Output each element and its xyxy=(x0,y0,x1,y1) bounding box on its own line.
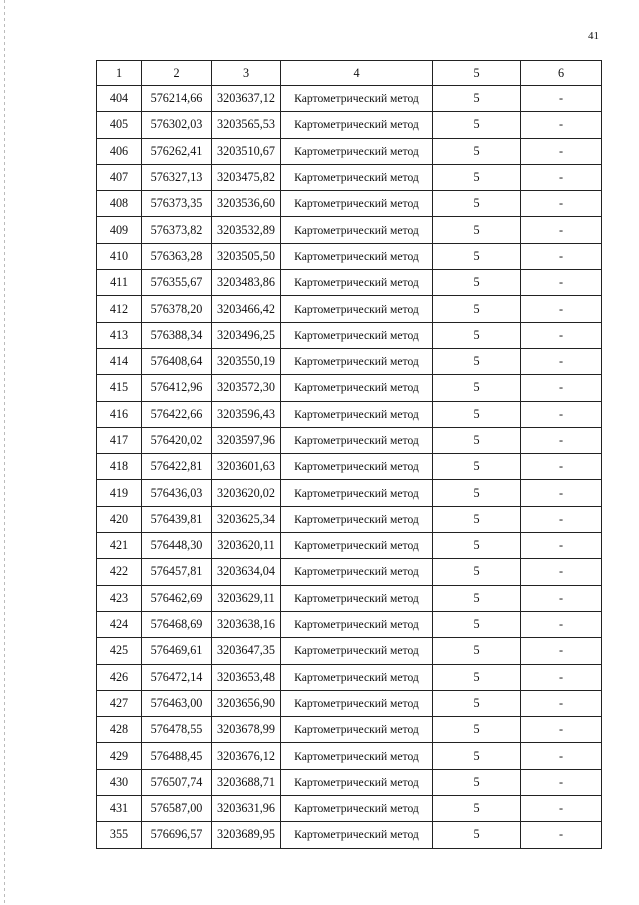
method-cell: Картометрический метод xyxy=(281,743,433,769)
table-row xyxy=(97,533,602,559)
method-cell: Картометрический метод xyxy=(281,138,433,164)
point-number-cell: 430 xyxy=(97,769,142,795)
method-cell: Картометрический метод xyxy=(281,217,433,243)
method-cell: Картометрический метод xyxy=(281,86,433,112)
note-cell: - xyxy=(521,243,602,269)
accuracy-cell: 5 xyxy=(433,611,521,637)
note-cell: - xyxy=(521,296,602,322)
accuracy-cell: 5 xyxy=(433,322,521,348)
note-cell: - xyxy=(521,743,602,769)
note-cell: - xyxy=(521,191,602,217)
point-number-cell: 415 xyxy=(97,375,142,401)
y-coordinate-cell: 3203638,16 xyxy=(212,611,281,637)
table-row xyxy=(97,717,602,743)
point-number-cell: 408 xyxy=(97,191,142,217)
accuracy-cell: 5 xyxy=(433,454,521,480)
x-coordinate-cell: 576463,00 xyxy=(142,690,212,716)
method-cell: Картометрический метод xyxy=(281,191,433,217)
point-number-cell: 410 xyxy=(97,243,142,269)
x-coordinate-cell: 576439,81 xyxy=(142,506,212,532)
y-coordinate-cell: 3203620,11 xyxy=(212,533,281,559)
point-number-cell: 409 xyxy=(97,217,142,243)
point-number-cell: 423 xyxy=(97,585,142,611)
table-row xyxy=(97,506,602,532)
column-header-6: 6 xyxy=(521,61,602,86)
note-cell: - xyxy=(521,796,602,822)
note-cell: - xyxy=(521,717,602,743)
y-coordinate-cell: 3203475,82 xyxy=(212,164,281,190)
y-coordinate-cell: 3203647,35 xyxy=(212,638,281,664)
column-header-1: 1 xyxy=(97,61,142,86)
x-coordinate-cell: 576378,20 xyxy=(142,296,212,322)
note-cell: - xyxy=(521,506,602,532)
x-coordinate-cell: 576327,13 xyxy=(142,164,212,190)
point-number-cell: 431 xyxy=(97,796,142,822)
note-cell: - xyxy=(521,611,602,637)
y-coordinate-cell: 3203631,96 xyxy=(212,796,281,822)
table-row xyxy=(97,243,602,269)
x-coordinate-cell: 576355,67 xyxy=(142,270,212,296)
x-coordinate-cell: 576262,41 xyxy=(142,138,212,164)
column-header-3: 3 xyxy=(212,61,281,86)
x-coordinate-cell: 576363,28 xyxy=(142,243,212,269)
point-number-cell: 405 xyxy=(97,112,142,138)
accuracy-cell: 5 xyxy=(433,638,521,664)
x-coordinate-cell: 576462,69 xyxy=(142,585,212,611)
note-cell: - xyxy=(521,822,602,848)
note-cell: - xyxy=(521,401,602,427)
y-coordinate-cell: 3203466,42 xyxy=(212,296,281,322)
x-coordinate-cell: 576468,69 xyxy=(142,611,212,637)
y-coordinate-cell: 3203629,11 xyxy=(212,585,281,611)
table-row xyxy=(97,296,602,322)
method-cell: Картометрический метод xyxy=(281,611,433,637)
method-cell: Картометрический метод xyxy=(281,533,433,559)
method-cell: Картометрический метод xyxy=(281,375,433,401)
method-cell: Картометрический метод xyxy=(281,270,433,296)
y-coordinate-cell: 3203634,04 xyxy=(212,559,281,585)
x-coordinate-cell: 576457,81 xyxy=(142,559,212,585)
point-number-cell: 427 xyxy=(97,690,142,716)
accuracy-cell: 5 xyxy=(433,427,521,453)
accuracy-cell: 5 xyxy=(433,348,521,374)
accuracy-cell: 5 xyxy=(433,86,521,112)
point-number-cell: 429 xyxy=(97,743,142,769)
table-row xyxy=(97,191,602,217)
y-coordinate-cell: 3203550,19 xyxy=(212,348,281,374)
table-row xyxy=(97,322,602,348)
y-coordinate-cell: 3203601,63 xyxy=(212,454,281,480)
accuracy-cell: 5 xyxy=(433,191,521,217)
x-coordinate-cell: 576478,55 xyxy=(142,717,212,743)
table-row xyxy=(97,664,602,690)
column-header-4: 4 xyxy=(281,61,433,86)
note-cell: - xyxy=(521,533,602,559)
method-cell: Картометрический метод xyxy=(281,506,433,532)
y-coordinate-cell: 3203596,43 xyxy=(212,401,281,427)
table-row xyxy=(97,769,602,795)
note-cell: - xyxy=(521,138,602,164)
y-coordinate-cell: 3203676,12 xyxy=(212,743,281,769)
accuracy-cell: 5 xyxy=(433,769,521,795)
x-coordinate-cell: 576302,03 xyxy=(142,112,212,138)
point-number-cell: 422 xyxy=(97,559,142,585)
y-coordinate-cell: 3203637,12 xyxy=(212,86,281,112)
page-number: 41 xyxy=(588,30,599,42)
table-row xyxy=(97,796,602,822)
point-number-cell: 404 xyxy=(97,86,142,112)
accuracy-cell: 5 xyxy=(433,585,521,611)
accuracy-cell: 5 xyxy=(433,690,521,716)
method-cell: Картометрический метод xyxy=(281,401,433,427)
note-cell: - xyxy=(521,86,602,112)
y-coordinate-cell: 3203532,89 xyxy=(212,217,281,243)
note-cell: - xyxy=(521,769,602,795)
x-coordinate-cell: 576587,00 xyxy=(142,796,212,822)
accuracy-cell: 5 xyxy=(433,217,521,243)
y-coordinate-cell: 3203565,53 xyxy=(212,112,281,138)
accuracy-cell: 5 xyxy=(433,559,521,585)
method-cell: Картометрический метод xyxy=(281,454,433,480)
table-row xyxy=(97,480,602,506)
point-number-cell: 406 xyxy=(97,138,142,164)
x-coordinate-cell: 576373,35 xyxy=(142,191,212,217)
table-row xyxy=(97,86,602,112)
y-coordinate-cell: 3203536,60 xyxy=(212,191,281,217)
method-cell: Картометрический метод xyxy=(281,664,433,690)
note-cell: - xyxy=(521,690,602,716)
y-coordinate-cell: 3203689,95 xyxy=(212,822,281,848)
method-cell: Картометрический метод xyxy=(281,585,433,611)
point-number-cell: 420 xyxy=(97,506,142,532)
table-row xyxy=(97,638,602,664)
point-number-cell: 407 xyxy=(97,164,142,190)
y-coordinate-cell: 3203496,25 xyxy=(212,322,281,348)
x-coordinate-cell: 576488,45 xyxy=(142,743,212,769)
x-coordinate-cell: 576472,14 xyxy=(142,664,212,690)
table-row xyxy=(97,690,602,716)
method-cell: Картометрический метод xyxy=(281,796,433,822)
note-cell: - xyxy=(521,348,602,374)
table-row xyxy=(97,611,602,637)
table-row xyxy=(97,138,602,164)
method-cell: Картометрический метод xyxy=(281,243,433,269)
y-coordinate-cell: 3203678,99 xyxy=(212,717,281,743)
x-coordinate-cell: 576388,34 xyxy=(142,322,212,348)
method-cell: Картометрический метод xyxy=(281,690,433,716)
accuracy-cell: 5 xyxy=(433,480,521,506)
point-number-cell: 428 xyxy=(97,717,142,743)
x-coordinate-cell: 576412,96 xyxy=(142,375,212,401)
point-number-cell: 426 xyxy=(97,664,142,690)
accuracy-cell: 5 xyxy=(433,743,521,769)
method-cell: Картометрический метод xyxy=(281,769,433,795)
note-cell: - xyxy=(521,164,602,190)
point-number-cell: 411 xyxy=(97,270,142,296)
accuracy-cell: 5 xyxy=(433,164,521,190)
table-row xyxy=(97,112,602,138)
note-cell: - xyxy=(521,559,602,585)
y-coordinate-cell: 3203505,50 xyxy=(212,243,281,269)
point-number-cell: 414 xyxy=(97,348,142,374)
y-coordinate-cell: 3203510,67 xyxy=(212,138,281,164)
point-number-cell: 412 xyxy=(97,296,142,322)
note-cell: - xyxy=(521,585,602,611)
point-number-cell: 355 xyxy=(97,822,142,848)
note-cell: - xyxy=(521,480,602,506)
x-coordinate-cell: 576422,66 xyxy=(142,401,212,427)
method-cell: Картометрический метод xyxy=(281,164,433,190)
table-row xyxy=(97,164,602,190)
method-cell: Картометрический метод xyxy=(281,348,433,374)
accuracy-cell: 5 xyxy=(433,664,521,690)
point-number-cell: 413 xyxy=(97,322,142,348)
method-cell: Картометрический метод xyxy=(281,480,433,506)
coordinates-table xyxy=(96,60,602,849)
point-number-cell: 421 xyxy=(97,533,142,559)
x-coordinate-cell: 576214,66 xyxy=(142,86,212,112)
accuracy-cell: 5 xyxy=(433,270,521,296)
point-number-cell: 425 xyxy=(97,638,142,664)
method-cell: Картометрический метод xyxy=(281,296,433,322)
method-cell: Картометрический метод xyxy=(281,717,433,743)
note-cell: - xyxy=(521,112,602,138)
accuracy-cell: 5 xyxy=(433,243,521,269)
x-coordinate-cell: 576448,30 xyxy=(142,533,212,559)
note-cell: - xyxy=(521,375,602,401)
table-row xyxy=(97,217,602,243)
note-cell: - xyxy=(521,454,602,480)
method-cell: Картометрический метод xyxy=(281,822,433,848)
x-coordinate-cell: 576420,02 xyxy=(142,427,212,453)
method-cell: Картометрический метод xyxy=(281,322,433,348)
table-header-row xyxy=(97,61,602,86)
note-cell: - xyxy=(521,638,602,664)
x-coordinate-cell: 576436,03 xyxy=(142,480,212,506)
accuracy-cell: 5 xyxy=(433,796,521,822)
method-cell: Картометрический метод xyxy=(281,427,433,453)
table-row xyxy=(97,454,602,480)
y-coordinate-cell: 3203688,71 xyxy=(212,769,281,795)
x-coordinate-cell: 576469,61 xyxy=(142,638,212,664)
page-edge-line xyxy=(4,0,5,905)
method-cell: Картометрический метод xyxy=(281,559,433,585)
point-number-cell: 424 xyxy=(97,611,142,637)
accuracy-cell: 5 xyxy=(433,375,521,401)
note-cell: - xyxy=(521,217,602,243)
y-coordinate-cell: 3203597,96 xyxy=(212,427,281,453)
x-coordinate-cell: 576422,81 xyxy=(142,454,212,480)
accuracy-cell: 5 xyxy=(433,296,521,322)
x-coordinate-cell: 576507,74 xyxy=(142,769,212,795)
accuracy-cell: 5 xyxy=(433,401,521,427)
table-row xyxy=(97,401,602,427)
method-cell: Картометрический метод xyxy=(281,112,433,138)
accuracy-cell: 5 xyxy=(433,138,521,164)
point-number-cell: 419 xyxy=(97,480,142,506)
note-cell: - xyxy=(521,427,602,453)
column-header-5: 5 xyxy=(433,61,521,86)
note-cell: - xyxy=(521,664,602,690)
x-coordinate-cell: 576408,64 xyxy=(142,348,212,374)
table-row xyxy=(97,427,602,453)
accuracy-cell: 5 xyxy=(433,533,521,559)
column-header-2: 2 xyxy=(142,61,212,86)
accuracy-cell: 5 xyxy=(433,112,521,138)
y-coordinate-cell: 3203620,02 xyxy=(212,480,281,506)
note-cell: - xyxy=(521,270,602,296)
point-number-cell: 416 xyxy=(97,401,142,427)
x-coordinate-cell: 576373,82 xyxy=(142,217,212,243)
table-row xyxy=(97,743,602,769)
x-coordinate-cell: 576696,57 xyxy=(142,822,212,848)
accuracy-cell: 5 xyxy=(433,717,521,743)
note-cell: - xyxy=(521,322,602,348)
point-number-cell: 418 xyxy=(97,454,142,480)
y-coordinate-cell: 3203625,34 xyxy=(212,506,281,532)
table-row xyxy=(97,585,602,611)
table-row xyxy=(97,348,602,374)
y-coordinate-cell: 3203483,86 xyxy=(212,270,281,296)
y-coordinate-cell: 3203656,90 xyxy=(212,690,281,716)
accuracy-cell: 5 xyxy=(433,822,521,848)
accuracy-cell: 5 xyxy=(433,506,521,532)
point-number-cell: 417 xyxy=(97,427,142,453)
method-cell: Картометрический метод xyxy=(281,638,433,664)
table-row xyxy=(97,822,602,848)
y-coordinate-cell: 3203653,48 xyxy=(212,664,281,690)
table-row xyxy=(97,559,602,585)
table-body xyxy=(97,86,602,849)
y-coordinate-cell: 3203572,30 xyxy=(212,375,281,401)
table-row xyxy=(97,270,602,296)
table-row xyxy=(97,375,602,401)
